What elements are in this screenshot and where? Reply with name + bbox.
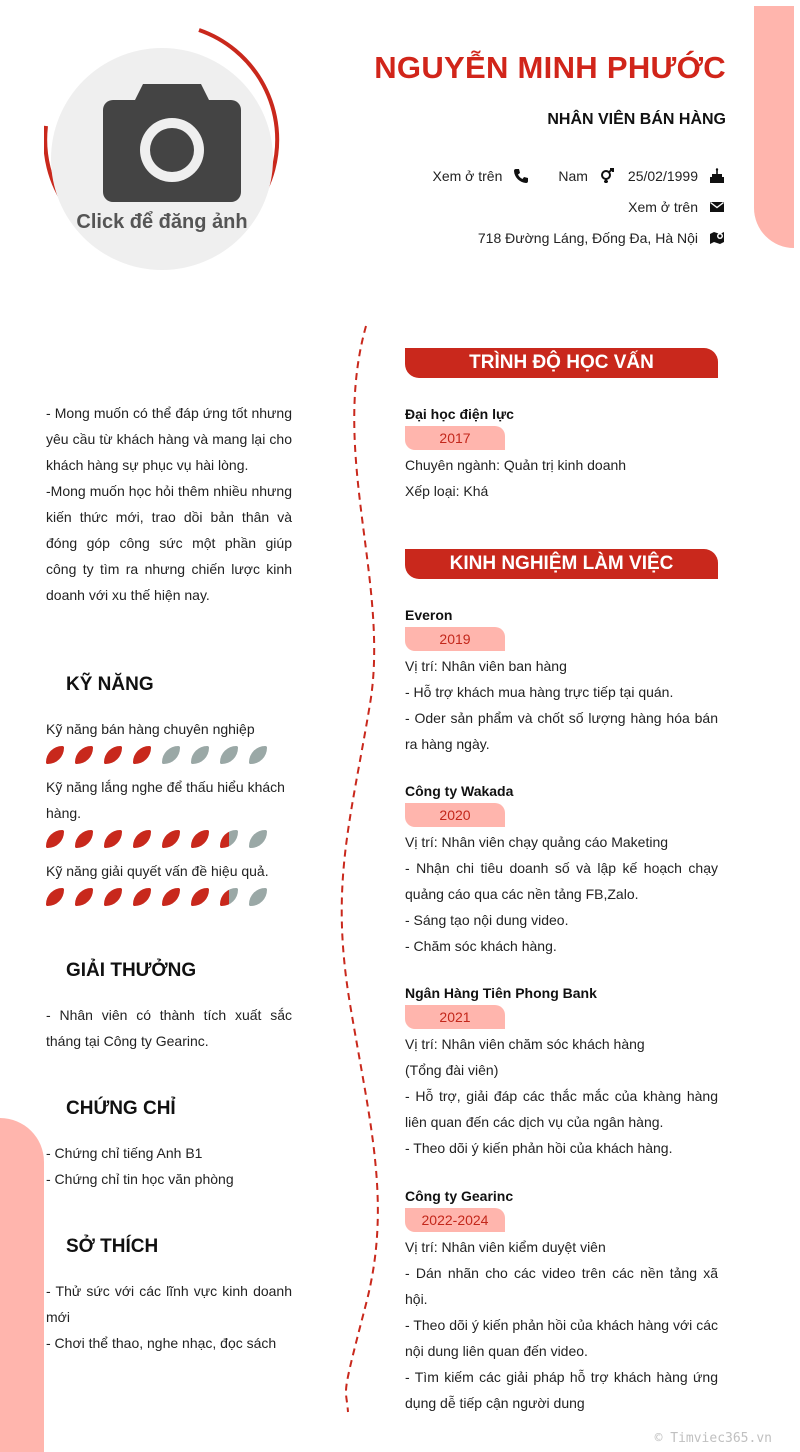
birthday-cake-icon [708,168,726,184]
camera-icon [103,82,241,202]
avatar-placeholder[interactable] [51,48,273,270]
certificate-line: - Chứng chỉ tin học văn phòng [46,1171,234,1187]
gender-icon [598,168,616,184]
entry-line: - Sáng tạo nội dung video. [405,912,569,928]
phone-value: Xem ở trên [432,168,503,184]
year-badge: 2020 [405,803,505,827]
skill-dot [133,888,151,906]
address-value: 718 Đường Láng, Đống Đa, Hà Nội [477,230,698,246]
year-badge: 2021 [405,1005,505,1029]
skill-dot [162,888,180,906]
objective-line: -Mong muốn học hỏi thêm nhiều nhưng kiến thức mới, trao dồi bản thân và đóng góp công sức một phần giúp công ty tìm ra nhưng chiến lược kinh doanh với xu thế hiện nay. [46,483,292,603]
skill-dot [191,888,209,906]
company-name: Ngân Hàng Tiên Phong Bank [405,985,597,1001]
decor-bottom-left [0,1118,44,1452]
year-badge: 2022-2024 [405,1208,505,1232]
company-name: Công ty Gearinc [405,1188,514,1204]
award-line: - Nhân viên có thành tích xuất sắc tháng tại Công ty Gearinc. [46,1007,292,1049]
entry-line: - Oder sản phẩm và chốt số lượng hàng hóa bán ra hàng ngày. [405,710,718,752]
skill-name: Kỹ năng bán hàng chuyên nghiệp [46,721,255,737]
entry-line: - Theo dõi ý kiến phản hồi của khách hàng. [405,1140,673,1156]
skills-heading: KỸ NĂNG [66,674,154,695]
skill-dot [104,746,122,764]
info-row-address [478,230,726,246]
skill-dot [220,830,238,848]
entry-line: - Chăm sóc khách hàng. [405,938,557,954]
skill-dot [75,746,93,764]
education-entry [405,404,718,504]
entry-line: Xếp loại: Khá [405,483,489,499]
skill-dot [162,830,180,848]
entry-line: (Tổng đài viên) [405,1062,499,1078]
avatar-upload-label[interactable]: Click để đăng ảnh [76,211,248,233]
info-row-contact [432,168,726,184]
hobby-line: - Thử sức với các lĩnh vực kinh doanh mới [46,1283,292,1325]
wave-divider [330,324,390,1414]
skill-rating [46,746,278,764]
skill-dot [249,746,267,764]
gender-value: Nam [558,168,588,184]
skill-dot [104,888,122,906]
entry-line: Vị trí: Nhân viên chạy quảng cáo Maketing [405,834,669,850]
objective-block [46,400,292,608]
skill-dot [191,830,209,848]
entry-line: - Dán nhãn cho các video trên các nền tảng xã hội. [405,1265,718,1307]
phone-icon [512,168,530,184]
skill-dot [249,830,267,848]
company-name: Everon [405,607,453,623]
entry-line: Vị trí: Nhân viên ban hàng [405,658,567,674]
experience-heading: KINH NGHIỆM LÀM VIỆC [405,549,718,579]
certificates-heading: CHỨNG CHỈ [66,1098,176,1119]
school-name: Đại học điện lực [405,406,514,422]
certificates-block [46,1140,292,1192]
entry-line: Vị trí: Nhân viên chăm sóc khách hàng [405,1036,645,1052]
email-icon [708,199,726,215]
entry-line: Vị trí: Nhân viên kiểm duyệt viên [405,1239,606,1255]
skill-dot [46,888,64,906]
entry-line: - Hỗ trợ khách mua hàng trực tiếp tại quán. [405,684,674,700]
map-icon [708,230,726,246]
skill-dot [104,830,122,848]
skill-dot [75,888,93,906]
job-title: NHÂN VIÊN BÁN HÀNG [547,111,726,128]
entry-line: - Nhận chi tiêu doanh số và lập kế hoạch chạy quảng cáo qua các nền tảng FB,Zalo. [405,860,718,902]
experience-entry [405,1186,718,1416]
skill-dot [249,888,267,906]
info-row-email [628,199,726,215]
skill-dot [162,746,180,764]
entry-line: Chuyên ngành: Quản trị kinh doanh [405,457,627,473]
skill-dot [75,830,93,848]
entry-line: - Tìm kiếm các giải pháp hỗ trợ khách hàng ứng dụng dễ tiếp cận người dung [405,1369,718,1411]
email-value: Xem ở trên [628,199,698,215]
skill-rating [46,888,278,906]
entry-line: - Theo dõi ý kiến phản hồi của khách hàng với các nội dung liên quan đến video. [405,1317,718,1359]
skill-dot [133,746,151,764]
skill-dot [46,830,64,848]
hobby-line: - Chơi thể thao, nghe nhạc, đọc sách [46,1335,277,1351]
avatar[interactable] [44,26,284,266]
year-badge: 2019 [405,627,505,651]
certificate-line: - Chứng chỉ tiếng Anh B1 [46,1145,203,1161]
decor-top-right [754,6,794,248]
year-badge: 2017 [405,426,505,450]
company-name: Công ty Wakada [405,783,514,799]
skill-dot [191,746,209,764]
objective-line: - Mong muốn có thể đáp ứng tốt nhưng yêu cầu từ khách hàng và mang lại cho khách hàng sự phục vụ hài lòng. [46,405,292,473]
hobbies-heading: SỞ THÍCH [66,1236,159,1257]
skill-dot [133,830,151,848]
education-heading: TRÌNH ĐỘ HỌC VẤN [405,348,718,378]
entry-line: - Hỗ trợ, giải đáp các thắc mắc của khàng hàng liên quan đến các dịch vụ của ngân hàng. [405,1088,718,1130]
hobbies-block [46,1278,292,1356]
skill-rating [46,830,278,848]
experience-entry [405,605,718,757]
experience-entry [405,983,718,1161]
skill-dot [220,888,238,906]
watermark: © Timviec365.vn [654,1431,772,1446]
awards-block [46,1002,292,1054]
awards-heading: GIẢI THƯỞNG [66,960,197,981]
skill-dot [220,746,238,764]
experience-entry [405,781,718,959]
skill-dot [46,746,64,764]
skill-name: Kỹ năng giải quyết vấn đề hiệu quả. [46,863,269,879]
candidate-name: NGUYỄN MINH PHƯỚC [374,50,726,85]
skill-name: Kỹ năng lắng nghe để thấu hiểu khách hàng. [46,779,285,821]
birthday-value: 25/02/1999 [627,168,698,184]
